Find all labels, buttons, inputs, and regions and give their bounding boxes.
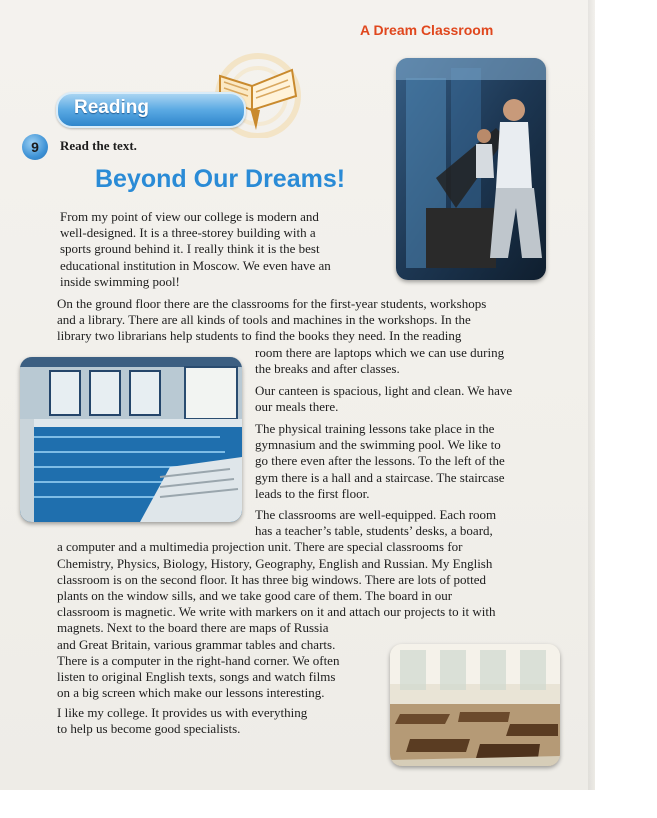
text-line: our meals there. bbox=[255, 399, 339, 415]
text-line: Our canteen is spacious, light and clean. We have bbox=[255, 383, 513, 398]
text-line: a computer and a multimedia projection unit. There are special classrooms for bbox=[57, 539, 463, 555]
paragraph-ground-floor bbox=[57, 296, 504, 377]
text-line: I like my college. It provides us with everything bbox=[57, 705, 308, 720]
text-line: classroom is on the second floor. It has three big windows. There are lots of potted bbox=[57, 571, 487, 587]
text-line: has a teacher’s table, students’ desks, a board, bbox=[255, 523, 493, 539]
text-line: classroom is magnetic. We write with markers on it and attach our projects to it with bbox=[57, 604, 496, 620]
text-line: There is a computer in the right-hand corner. We often bbox=[57, 652, 340, 668]
text-line: listen to original English texts, songs and watch films bbox=[57, 669, 336, 685]
swimming-pool-photo bbox=[20, 357, 242, 522]
paragraph-classrooms bbox=[57, 507, 496, 701]
text-line: Chemistry, Physics, Biology, History, Geography, English and Russian. My English bbox=[57, 555, 493, 571]
paragraph-intro bbox=[60, 209, 331, 290]
text-line: gym there is a hall and a staircase. The staircase bbox=[255, 469, 505, 485]
text-line: and Great Britain, various grammar tables and charts. bbox=[57, 636, 336, 652]
text-line: library two librarians help students to find the books they need. In the reading bbox=[57, 328, 462, 344]
text-line: on a big screen which make our lessons interesting. bbox=[57, 685, 325, 701]
text-line: From my point of view our college is modern and bbox=[60, 209, 319, 224]
text-line: gymnasium and the swimming pool. We like to bbox=[255, 437, 501, 453]
exercise-number-badge: 9 bbox=[22, 134, 48, 160]
text-line: and a library. There are all kinds of tools and machines in the workshops. In the bbox=[57, 312, 471, 328]
article-title: Beyond Our Dreams! bbox=[95, 165, 346, 193]
text-line: go there even after the lessons. To the left of the bbox=[255, 453, 505, 469]
exercise-instruction: Read the text. bbox=[60, 138, 137, 153]
text-line: room there are laptops which we can use during bbox=[255, 344, 505, 360]
text-line: The classrooms are well-equipped. Each room bbox=[255, 507, 497, 522]
text-line: educational institution in Moscow. We even have an bbox=[60, 257, 331, 273]
paragraph-gymnasium bbox=[255, 421, 505, 502]
text-line: to help us become good specialists. bbox=[57, 721, 241, 737]
text-line: magnets. Next to the board there are maps of Russia bbox=[57, 620, 329, 636]
text-line: leads to the first floor. bbox=[255, 485, 370, 501]
text-line: the breaks and after classes. bbox=[255, 360, 400, 376]
text-line: On the ground floor there are the classrooms for the first-year students, workshops bbox=[57, 296, 487, 311]
text-line: well-designed. It is a three-storey building with a bbox=[60, 225, 316, 241]
gym-photo bbox=[396, 58, 546, 280]
paragraph-conclusion bbox=[57, 705, 307, 737]
text-line: plants on the window sills, and we take good care of them. The board in our bbox=[57, 588, 453, 604]
paragraph-canteen bbox=[255, 383, 512, 415]
unit-title: A Dream Classroom bbox=[360, 22, 494, 38]
text-line: inside swimming pool! bbox=[60, 273, 180, 289]
text-line: sports ground behind it. I really think it is the best bbox=[60, 241, 320, 257]
page-edge-shadow bbox=[588, 0, 595, 790]
section-label: Reading bbox=[74, 97, 149, 118]
text-line: The physical training lessons take place in the bbox=[255, 421, 495, 436]
